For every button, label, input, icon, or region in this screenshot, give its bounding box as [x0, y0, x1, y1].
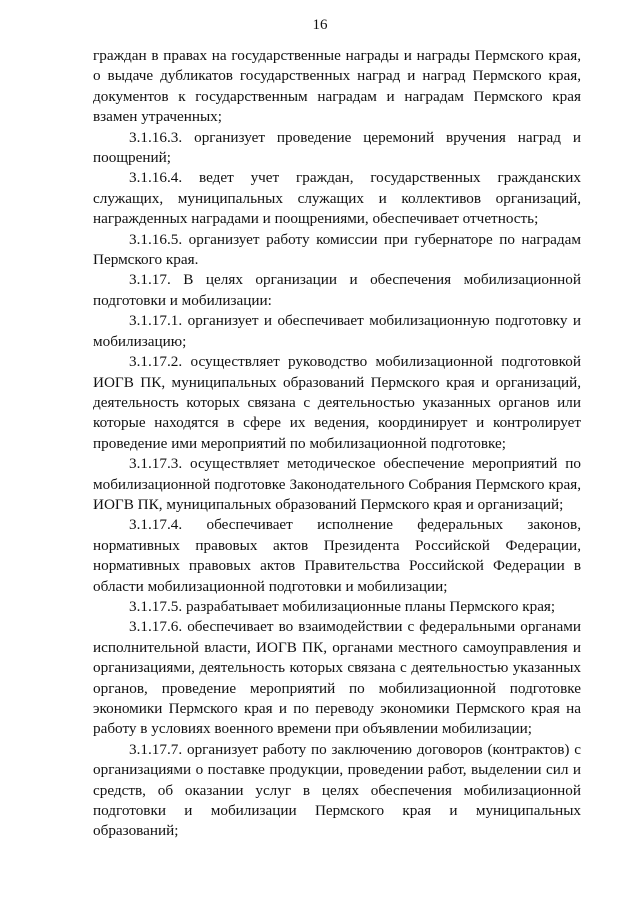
paragraph-3-1-16-5: 3.1.16.5. организует работу комиссии при губернаторе по наградам Пермского края. — [93, 230, 581, 269]
paragraph-3-1-16-3: 3.1.16.3. организует проведение церемоний вручения наград и поощрений; — [93, 128, 581, 167]
paragraph-3-1-17-6: 3.1.17.6. обеспечивает во взаимодействии с федеральными органами исполнительной власти, ИОГВ ПК, органами местного самоуправления и организациями, деятельность которых связана с деятельностью указанных органов, проведение мероприятий по мобилизационной подготовке экономики Пермского края и по переводу экономики Пермского края на работу в условиях военного времени при объявлении мобилизации; — [93, 618, 581, 738]
paragraph-3-1-17-5: 3.1.17.5. разрабатывает мобилизационные планы Пермского края; — [129, 597, 556, 615]
paragraph-3-1-17: 3.1.17. В целях организации и обеспечения мобилизационной подготовки и мобилизации: — [93, 271, 581, 309]
page-number: 16 — [312, 17, 328, 33]
paragraph-3-1-16-4: 3.1.16.4. ведет учет граждан, государственных гражданских служащих, муниципальных служащих и коллективов организаций, награжденных наградами и поощрениями, обеспечивает отчетность; — [93, 169, 581, 228]
paragraph-3-1-17-3: 3.1.17.3. осуществляет методическое обеспечение мероприятий по мобилизационной подготовке Законодательного Собрания Пермского края, ИОГВ ПК, муниципальных образований Пермского края и организаций; — [93, 455, 581, 513]
paragraph-continuation: граждан в правах на государственные награды и награды Пермского края, о выдаче дубликатов государственных наград и наград Пермского края, документов к государственным наградам и наградам Пермского края взамен утраченных; — [93, 47, 581, 126]
paragraph-3-1-17-7: 3.1.17.7. организует работу по заключению договоров (контрактов) с организациями о поставке продукции, проведении работ, выделении сил и средств, об оказании услуг в целях обеспечения мобилизационной подготовки и мобилизации Пермского края и муниципальных образований; — [93, 740, 581, 840]
paragraph-3-1-17-2: 3.1.17.2. осуществляет руководство мобилизационной подготовкой ИОГВ ПК, муниципальных образований Пермского края и организаций, деятельность которых связана с деятельностью указанных органов или которые находятся в сфере их ведения, координирует и контролирует проведение ими мероприятий по мобилизационной подготовке; — [93, 353, 581, 452]
paragraph-3-1-17-4: 3.1.17.4. обеспечивает исполнение федеральных законов, нормативных правовых актов Президента Российской Федерации, нормативных правовых актов Правительства Российской Федерации в области мобилизационной подготовки и мобилизации; — [93, 516, 581, 595]
paragraph-3-1-17-1: 3.1.17.1. организует и обеспечивает мобилизационную подготовку и мобилизацию; — [93, 312, 581, 350]
body-text — [93, 46, 581, 842]
